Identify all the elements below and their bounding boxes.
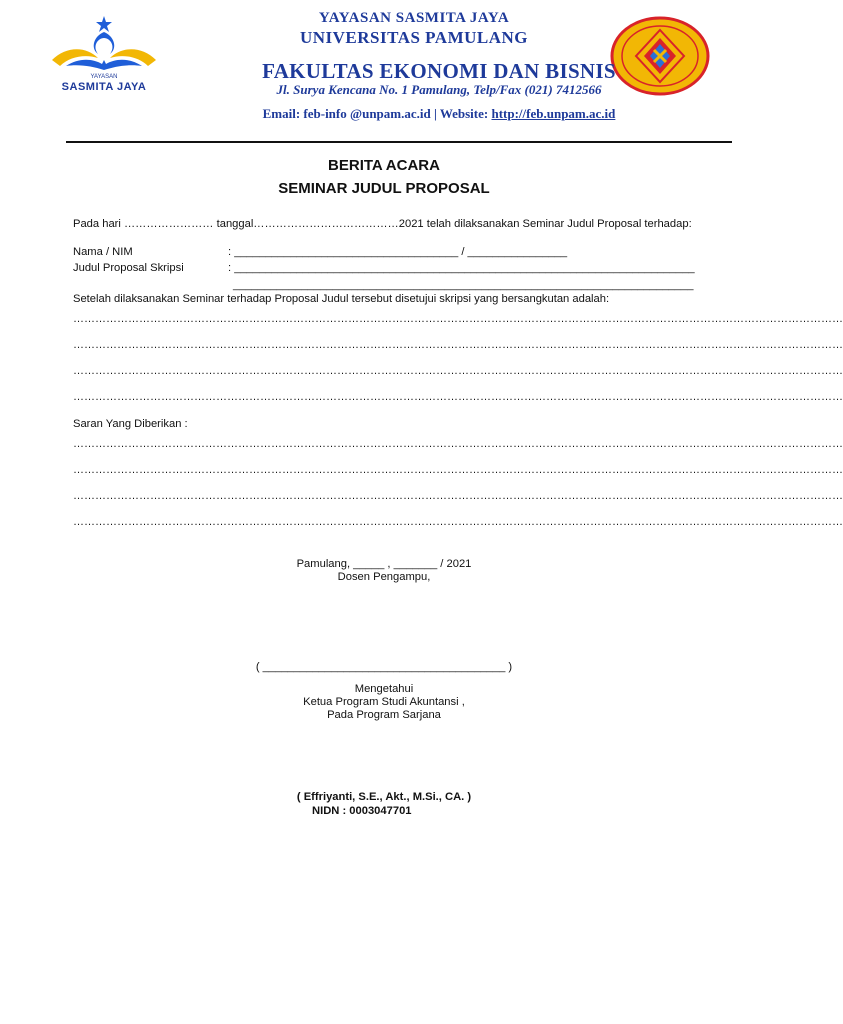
contact-line <box>55 106 823 122</box>
svg-text:YAYASAN: YAYASAN <box>90 74 118 80</box>
intro-line: Pada hari …………………… tanggal…………………………………2021 telah dilaksanakan Seminar Judul Proposal terhadap: <box>73 218 692 230</box>
document-title: BERITA ACARA <box>328 157 440 174</box>
judul-field[interactable]: : __________________________________________________________________________ <box>228 262 695 274</box>
address: Jl. Surya Kencana No. 1 Pamulang, Telp/Fax (021) 7412566 <box>276 82 602 97</box>
program-label: Pada Program Sarjana <box>327 709 441 721</box>
kaprodi-title: Ketua Program Studi Akuntansi , <box>303 696 465 708</box>
svg-text:SASMITA JAYA: SASMITA JAYA <box>61 81 147 93</box>
dosen-label: Dosen Pengampu, <box>337 571 431 583</box>
document-subtitle: SEMINAR JUDUL PROPOSAL <box>278 180 490 197</box>
judul-field-line2[interactable]: __________________________________________________________________________ <box>233 279 694 291</box>
faculty-name: FAKULTAS EKONOMI DAN BISNIS <box>262 59 616 83</box>
kaprodi-name: ( Effriyanti, S.E., Akt., M.Si., CA. ) <box>296 791 472 803</box>
result-line[interactable]: ………………………………………………………………………………………………………………………………………………………………………………………… <box>73 339 843 351</box>
email-text: Email: feb-info @unpam.ac.id | Website: <box>262 106 492 121</box>
saran-line[interactable]: ………………………………………………………………………………………………………………………………………………………………………………………… <box>73 438 843 450</box>
judul-label: Judul Proposal Skripsi <box>73 262 184 274</box>
kaprodi-nidn: NIDN : 0003047701 <box>312 805 412 817</box>
nama-label: Nama / NIM <box>73 246 133 258</box>
foundation-name: YAYASAN SASMITA JAYA <box>318 10 510 26</box>
university-name: UNIVERSITAS PAMULANG <box>299 28 529 47</box>
website-link[interactable]: http://feb.unpam.ac.id <box>491 106 616 121</box>
saran-label: Saran Yang Diberikan : <box>73 418 188 430</box>
result-line[interactable]: ………………………………………………………………………………………………………………………………………………………………………………………… <box>73 313 843 325</box>
nama-field[interactable]: : ____________________________________ / ________________ <box>228 246 568 258</box>
approval-statement: Setelah dilaksanakan Seminar terhadap Proposal Judul tersebut disetujui skripsi yang bersangkutan adalah: <box>73 293 610 305</box>
place-date[interactable]: Pamulang, _____ , _______ / 2021 <box>296 558 472 570</box>
saran-line[interactable]: ………………………………………………………………………………………………………………………………………………………………………………………… <box>73 490 843 502</box>
saran-line[interactable]: ………………………………………………………………………………………………………………………………………………………………………………………… <box>73 464 843 476</box>
header-divider <box>66 141 732 143</box>
result-line[interactable]: ………………………………………………………………………………………………………………………………………………………………………………………… <box>73 365 843 377</box>
result-line[interactable]: ………………………………………………………………………………………………………………………………………………………………………………………… <box>73 391 843 403</box>
dosen-signature-line[interactable]: ( _______________________________________ ) <box>255 661 513 673</box>
mengetahui-label: Mengetahui <box>354 683 414 695</box>
saran-line[interactable]: ………………………………………………………………………………………………………………………………………………………………………………………… <box>73 516 843 528</box>
